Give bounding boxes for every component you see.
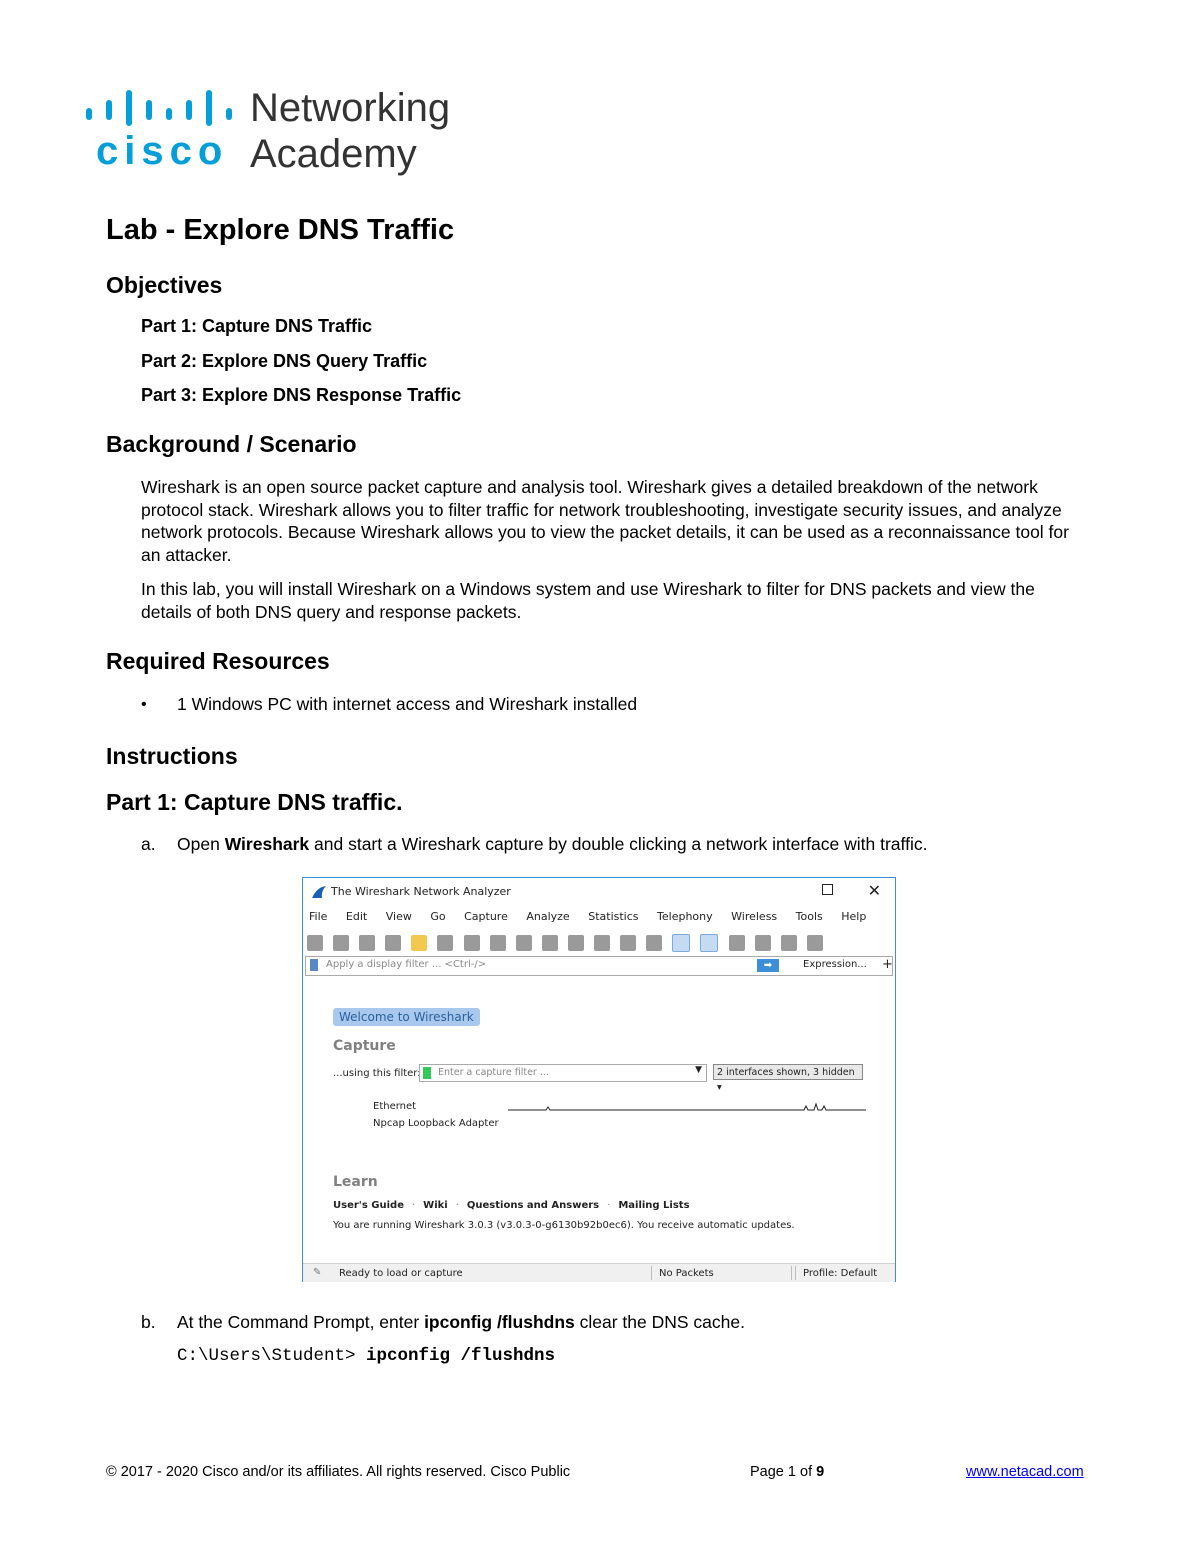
menu-capture[interactable]: Capture <box>464 910 508 923</box>
step-b-label: b. <box>141 1312 156 1332</box>
instructions-heading: Instructions <box>106 743 238 769</box>
expert-info-icon[interactable]: ✎ <box>313 1267 322 1278</box>
objective-part-1: Part 1: Capture DNS Traffic <box>141 316 373 336</box>
resource-item: 1 Windows PC with internet access and Wireshark installed <box>177 694 638 714</box>
normal-size-icon[interactable] <box>781 935 797 951</box>
display-filter-input[interactable] <box>305 956 893 976</box>
footer-page-number: Page 1 of 9 <box>750 1464 825 1480</box>
footer-copyright: © 2017 - 2020 Cisco and/or its affiliates. All rights reserved. Cisco Public <box>106 1464 571 1480</box>
menu-tools[interactable]: Tools <box>795 910 823 923</box>
open-file-icon[interactable] <box>411 935 427 951</box>
last-packet-icon[interactable] <box>646 935 662 951</box>
stop-capture-icon[interactable] <box>333 935 349 951</box>
capture-filter-placeholder: Enter a capture filter ... <box>438 1067 549 1078</box>
wireshark-titlebar <box>303 878 895 906</box>
zoom-out-icon[interactable] <box>755 935 771 951</box>
logo-networking: Networking <box>250 86 451 130</box>
bookmark-icon[interactable] <box>310 959 318 971</box>
menu-analyze[interactable]: Analyze <box>526 910 570 923</box>
find-packet-icon[interactable] <box>516 935 532 951</box>
cisco-wordmark: cisco <box>96 129 229 173</box>
status-bar <box>303 1263 895 1282</box>
chevron-down-icon[interactable]: ▼ <box>695 1065 702 1075</box>
menu-help[interactable]: Help <box>841 910 867 923</box>
interface-npcap-loopback[interactable]: Npcap Loopback Adapter <box>373 1118 499 1129</box>
go-to-packet-icon[interactable] <box>594 935 610 951</box>
version-info: You are running Wireshark 3.0.3 (v3.0.3-0-g6130b92b0ec6). You receive automatic updates. <box>333 1220 795 1231</box>
resources-heading: Required Resources <box>106 648 330 674</box>
colorize-icon[interactable] <box>700 934 718 952</box>
learn-heading: Learn <box>333 1174 378 1190</box>
start-capture-icon[interactable] <box>307 935 323 951</box>
maximize-icon[interactable] <box>822 884 833 895</box>
link-separator: · <box>607 1200 611 1211</box>
footer-netacad-link[interactable]: www.netacad.com <box>966 1464 1084 1480</box>
add-filter-button[interactable]: + <box>882 957 893 972</box>
status-ready: Ready to load or capture <box>339 1268 463 1279</box>
capture-bookmark-icon[interactable] <box>423 1067 431 1079</box>
apply-filter-arrow-icon[interactable]: ➡ <box>757 959 779 972</box>
questions-answers-link[interactable]: Questions and Answers <box>466 1200 600 1211</box>
part1-heading: Part 1: Capture DNS traffic. <box>106 789 403 815</box>
capture-filter-input[interactable] <box>419 1064 707 1082</box>
traffic-sparkline <box>508 1100 866 1112</box>
wireshark-menubar <box>309 910 881 923</box>
page-title: Lab - Explore DNS Traffic <box>106 214 455 246</box>
status-divider <box>651 1266 652 1280</box>
link-separator: · <box>411 1200 416 1211</box>
menu-statistics[interactable]: Statistics <box>588 910 639 923</box>
users-guide-link[interactable]: User's Guide <box>333 1200 404 1211</box>
welcome-banner: Welcome to Wireshark <box>333 1008 480 1026</box>
step-a-text: Open Wireshark and start a Wireshark capture by double clicking a network interface with traffic. <box>177 834 928 854</box>
wiki-link[interactable]: Wiki <box>423 1200 448 1211</box>
capture-heading: Capture <box>333 1038 396 1054</box>
status-divider <box>795 1266 796 1280</box>
command-prompt: C:\Users\Student> <box>177 1346 367 1366</box>
menu-telephony[interactable]: Telephony <box>657 910 713 923</box>
command-line <box>177 1344 555 1368</box>
go-forward-icon[interactable] <box>568 935 584 951</box>
mailing-lists-link[interactable]: Mailing Lists <box>618 1200 690 1211</box>
first-packet-icon[interactable] <box>620 935 636 951</box>
interface-ethernet[interactable]: Ethernet <box>373 1101 417 1112</box>
wireshark-toolbar <box>307 932 828 952</box>
command-text: ipconfig /flushdns <box>366 1346 556 1366</box>
wireshark-fin-icon <box>311 885 327 899</box>
restart-capture-icon[interactable] <box>359 935 375 951</box>
resize-columns-icon[interactable] <box>807 935 823 951</box>
objectives-heading: Objectives <box>106 272 223 298</box>
objective-part-3: Part 3: Explore DNS Response Traffic <box>141 385 462 405</box>
status-packets: No Packets <box>659 1268 714 1279</box>
learn-links <box>333 1200 690 1211</box>
status-divider <box>791 1266 792 1280</box>
wireshark-screenshot <box>302 877 896 1282</box>
cisco-logo-bars-icon <box>84 88 234 128</box>
objective-part-2: Part 2: Explore DNS Query Traffic <box>141 351 428 371</box>
go-back-icon[interactable] <box>542 935 558 951</box>
menu-wireless[interactable]: Wireless <box>731 910 778 923</box>
autoscroll-icon[interactable] <box>672 934 690 952</box>
step-a-label: a. <box>141 834 156 854</box>
status-profile[interactable]: Profile: Default <box>803 1268 878 1279</box>
logo-academy: Academy <box>250 132 417 176</box>
capture-options-icon[interactable] <box>385 935 401 951</box>
display-filter-placeholder: Apply a display filter ... <Ctrl-/> <box>326 959 487 970</box>
menu-edit[interactable]: Edit <box>345 910 368 923</box>
menu-go[interactable]: Go <box>430 910 446 923</box>
background-heading: Background / Scenario <box>106 431 357 457</box>
step-b-text: At the Command Prompt, enter ipconfig /flushdns clear the DNS cache. <box>177 1312 745 1332</box>
close-icon[interactable]: ✕ <box>867 881 881 900</box>
interfaces-dropdown[interactable]: 2 interfaces shown, 3 hidden ▾ <box>713 1064 863 1080</box>
wireshark-title: The Wireshark Network Analyzer <box>331 885 511 898</box>
reload-file-icon[interactable] <box>490 935 506 951</box>
menu-view[interactable]: View <box>385 910 412 923</box>
menu-file[interactable]: File <box>309 910 328 923</box>
background-paragraph-1: Wireshark is an open source packet capture and analysis tool. Wireshark gives a detailed breakdown of the network protocol stack. Wireshark allows you to filter traffic for network troubleshooting, investigate security issues, and analyze network protocols. Because Wireshark allows you to view the packet details, it can be used as a reconnaissance tool for an attacker. <box>141 477 1069 565</box>
background-paragraph-2: In this lab, you will install Wireshark on a Windows system and use Wireshark to filter for DNS packets and view the details of both DNS query and response packets. <box>141 579 1035 622</box>
close-file-icon[interactable] <box>464 935 480 951</box>
using-filter-label: ...using this filter: <box>333 1068 421 1079</box>
zoom-in-icon[interactable] <box>729 935 745 951</box>
expression-button[interactable]: Expression... <box>803 959 867 970</box>
link-separator: · <box>455 1200 459 1211</box>
bullet-icon: • <box>141 696 147 713</box>
save-file-icon[interactable] <box>437 935 453 951</box>
